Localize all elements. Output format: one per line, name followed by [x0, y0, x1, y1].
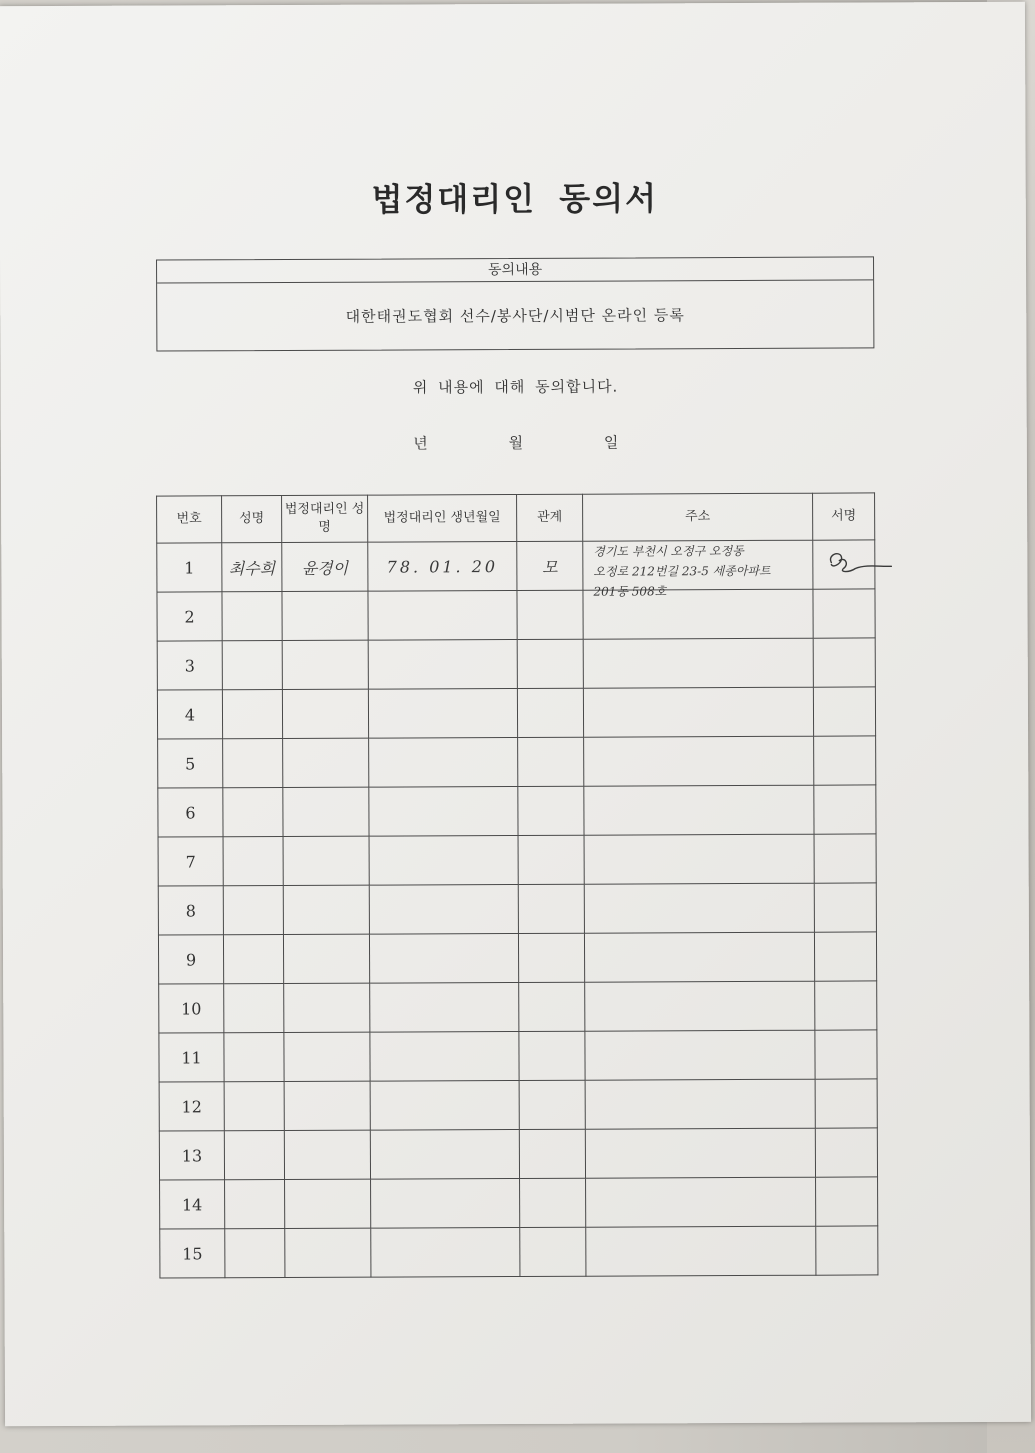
- address-line: 경기도 부천시 오정구 오정동: [593, 543, 744, 559]
- row-number: 6: [158, 788, 223, 837]
- row-number: 12: [159, 1082, 224, 1131]
- row-number: 1: [157, 543, 222, 592]
- header-address: 주소: [583, 493, 813, 541]
- table-row: [159, 981, 877, 1033]
- table-row: [158, 834, 876, 886]
- row-number: 11: [159, 1033, 224, 1082]
- table-row: [160, 1177, 878, 1229]
- date-line: [1, 430, 1031, 455]
- row-number: 4: [157, 690, 222, 739]
- address-line: 201동 508호: [593, 584, 667, 599]
- table-row: [157, 540, 875, 592]
- signature-cell: [813, 540, 875, 589]
- roster-table: [156, 492, 878, 1278]
- header-name: 성명: [222, 496, 282, 543]
- date-month-label: 월: [508, 433, 524, 453]
- header-no: 번호: [157, 496, 222, 543]
- row-number: 13: [159, 1131, 224, 1180]
- row-number: 2: [157, 592, 222, 641]
- header-relation: 관계: [517, 494, 583, 541]
- row-number: 8: [158, 886, 223, 935]
- row-number: 7: [158, 837, 223, 886]
- document-title: 법정대리인 동의서: [371, 179, 659, 219]
- table-row: [158, 785, 876, 837]
- date-year-label: 년: [413, 434, 428, 453]
- header-guardian-birth: 법정대리인 생년월일: [368, 494, 517, 542]
- table-row: [160, 1226, 878, 1278]
- student-name: 최수희: [222, 543, 282, 592]
- guardian-name: 윤경이: [282, 542, 368, 591]
- address-cell: [583, 540, 813, 599]
- address-line: 오정로 212번길 23-5 세종아파트: [593, 563, 771, 579]
- table-row: [159, 1030, 877, 1082]
- consent-body: 대한태권도협회 선수/봉사단/시범단 온라인 등록: [345, 306, 685, 326]
- consent-box: [156, 256, 874, 351]
- table-row: [157, 687, 875, 739]
- row-number: 15: [160, 1229, 225, 1278]
- table-row: [159, 1128, 877, 1180]
- table-row: [159, 1079, 877, 1131]
- paper-sheet: [0, 2, 1031, 1426]
- row-number: 14: [160, 1180, 225, 1229]
- address-text: [593, 541, 833, 602]
- consent-header: 동의내용: [157, 257, 873, 283]
- row-number: 10: [159, 984, 224, 1033]
- row-number: 5: [158, 739, 223, 788]
- handwritten-signature: [825, 548, 895, 578]
- relation: 모: [517, 541, 583, 590]
- table-row: [158, 883, 876, 935]
- row-number: 9: [158, 935, 223, 984]
- table-row: [157, 638, 875, 690]
- guardian-birthdate: 78. 01. 20: [368, 541, 517, 591]
- table-row: [158, 736, 876, 788]
- date-day-label: 일: [603, 433, 619, 452]
- table-row: [158, 932, 876, 984]
- header-signature: 서명: [813, 493, 875, 540]
- row-number: 3: [157, 641, 222, 690]
- table-header-row: [157, 493, 875, 543]
- agree-statement: 위 내용에 대해 동의합니다.: [412, 377, 619, 397]
- header-guardian-name: 법정대리인 성명: [282, 495, 368, 542]
